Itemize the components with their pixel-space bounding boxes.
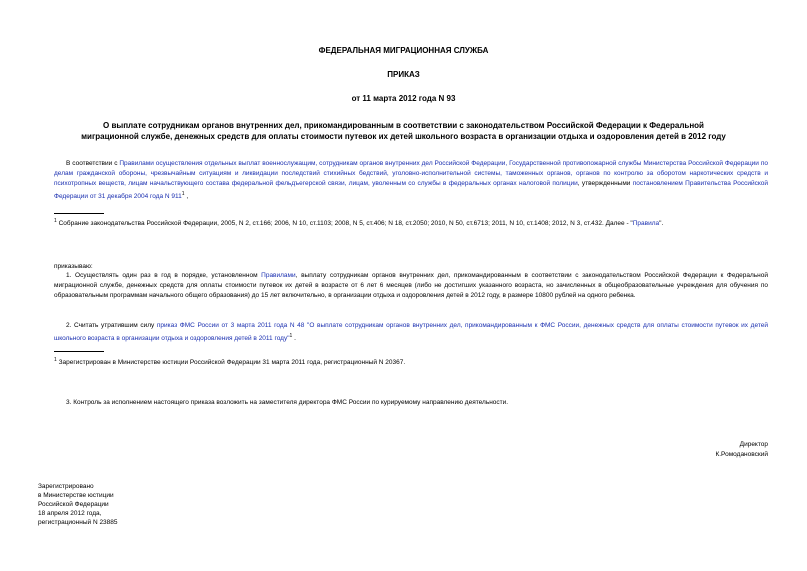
signature-position: Директор [739, 441, 768, 448]
footnote-rules-link[interactable]: Правила [632, 220, 660, 228]
footnote-1-end: ". [659, 220, 664, 228]
preamble-text-2: , утвержденными [577, 180, 633, 187]
item-2-paragraph [54, 321, 768, 344]
item-1-paragraph [54, 271, 768, 301]
preamble-text-1: В соответствии с [66, 160, 120, 167]
footnote-1-marker: 1 [54, 218, 57, 224]
footnote-2-text: Зарегистрирован в Министерстве юстиции Российской Федерации 31 марта 2011 года, регистрационный N 20367. [58, 359, 406, 367]
title-line-1: О выплате сотрудникам органов внутренних дел, прикомандированным в соответствии с законодательством Российской Федерации к Федеральной [103, 121, 704, 130]
footnote-2 [54, 355, 768, 368]
footnote-2-marker: 1 [54, 357, 57, 363]
footnote-marker: 1 [181, 191, 185, 197]
preamble-text-3: , [184, 193, 189, 201]
agency-heading: ФЕДЕРАЛЬНАЯ МИГРАЦИОННАЯ СЛУЖБА [318, 46, 489, 55]
date-number-heading: от 11 марта 2012 года N 93 [351, 94, 456, 103]
document-title [0, 120, 807, 142]
item-2-text-2: . [292, 335, 296, 343]
item-1-text-1: 1. Осуществлять один раз в год в порядке, установленном [66, 272, 262, 279]
item-2-text-1: 2. Считать утратившим силу [66, 322, 157, 329]
registration-line-2: в Министерстве юстиции [38, 492, 114, 499]
footnote-1-text: Собрание законодательства Российской Федерации, 2005, N 2, ст.166; 2006, N 10, ст.1103; 2008, N 5, ст.406; N 18, ст.2050; 2010, N 50, ст.6713; 2011, N 10, ст.1408; 2012, N 3, ст.432. Далее - " [58, 220, 633, 228]
registration-line-5: регистрационный N 23885 [38, 519, 118, 526]
government-decree-link[interactable]: постановлением Правительства Российской Федерации от 31 декабря 2004 года N 911 [54, 180, 768, 201]
footnote-divider-2 [54, 351, 104, 352]
footnote-2-ref: 1 [289, 333, 293, 339]
order-word: приказываю: [54, 263, 93, 270]
title-line-2: миграционной службе, денежных средств для оплаты стоимости путевок их детей школьного возраста в организации отдыха и оздоровления детей в 2012 году [81, 132, 726, 141]
item-1-rules-link[interactable]: Правилами [261, 272, 296, 279]
footnote-divider-1 [54, 213, 104, 214]
signature-name: К.Ромодановский [715, 451, 768, 458]
footnote-1 [54, 216, 768, 229]
rules-link[interactable]: Правилами осуществления отдельных выплат военнослужащим, сотрудникам органов внутренних дел Российской Федерации, Государственной противопожарной службы Министерства Российской Федерации по делам гражданской обороны, чрезвычайным ситуациям и ликвидации последствий стихийных бедствий, уголовно-исполнительной системы, таможенных органов, органов по контролю за оборотом наркотических средств и психотропных веществ, лицам начальствующего состава федеральной фельдъегерской связи, лицам, уволенным со службы в федеральных органах налоговой полиции [54, 160, 768, 187]
registration-line-1: Зарегистрировано [38, 483, 94, 490]
item-1-text-2: , выплату сотрудникам органов внутренних дел, прикомандированным в соответствии с законодательством Российской Федерации к Федеральной миграционной службе, денежных средств для оплаты стоимости путевок их детей в возрасте от 6 лет 6 месяцев (либо не достигших указанного возраста, но зачисленных в общеобразовательные учреждения для обучения по образовательным программам начального общего образования) до 15 лет включительно, в организации отдыха и оздоровления детей в 2012 году, в размере 10800 рублей на одного ребенка. [54, 272, 768, 299]
preamble-paragraph [54, 159, 768, 202]
registration-line-4: 18 апреля 2012 года, [38, 510, 102, 517]
item-3-paragraph: 3. Контроль за исполнением настоящего приказа возложить на заместителя директора ФМС России по курируемому направлению деятельности. [66, 399, 509, 406]
fms-order-link[interactable]: приказ ФМС России от 3 марта 2011 года N 48 "О выплате сотрудникам органов внутренних дел, прикомандированным к ФМС России, денежных средств для оплаты стоимости путевок их детей школьного возраста в организации отдыха и оздоровления детей в 2011 году" [54, 322, 768, 343]
doc-type-heading: ПРИКАЗ [387, 70, 420, 79]
registration-line-3: Российской Федерации [38, 501, 109, 508]
